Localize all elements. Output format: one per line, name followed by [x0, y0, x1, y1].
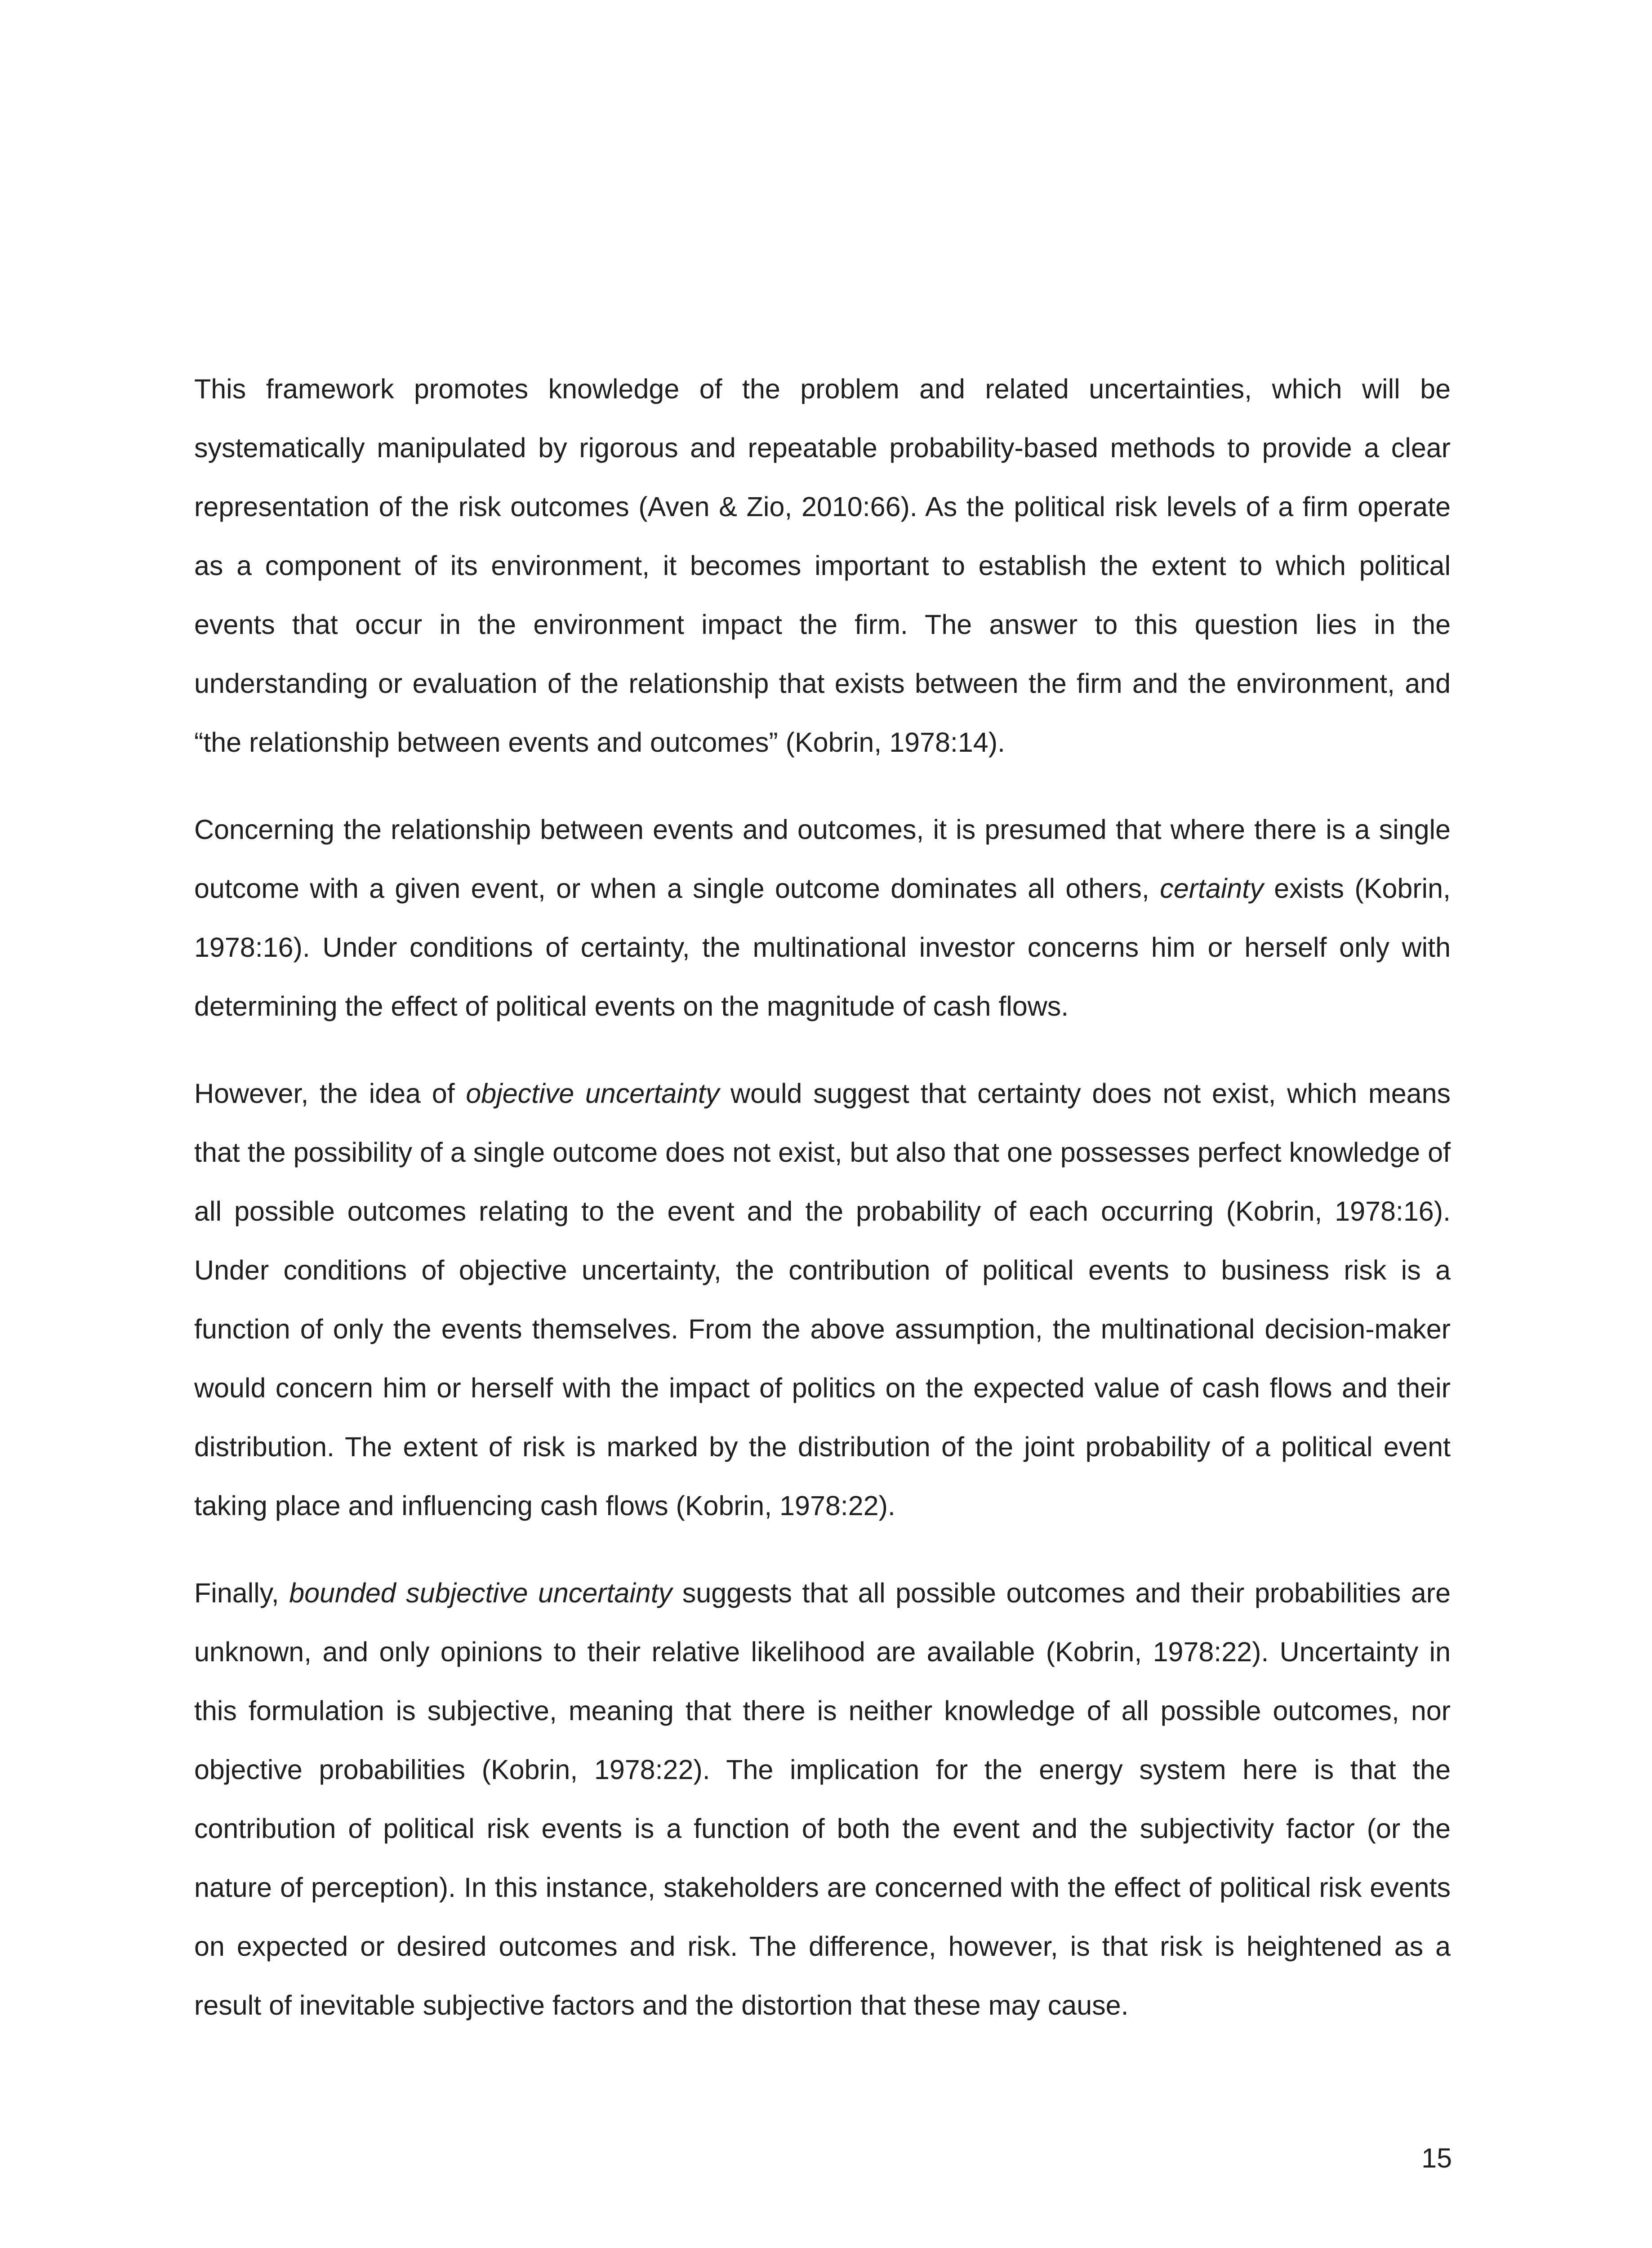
paragraph-3: [194, 1064, 1451, 1535]
paragraph-3-italic-term: objective uncertainty: [466, 1078, 720, 1109]
body-text: [194, 360, 1451, 2063]
paragraph-2-italic-term: certainty: [1160, 873, 1264, 904]
paragraph-3-text-b: would suggest that certainty does not exist, which means that the possibility of a single outcome does not exist, but also that one possesses perfect knowledge of all possible outcomes relating to the event and the probability of each occurring (Kobrin, 1978:16). Under conditions of objective uncertainty, the contribution of political events to business risk is a function of only the events themselves. From the above assumption, the multinational decision-maker would concern him or herself with the impact of politics on the expected value of cash flows and their distribution. The extent of risk is marked by the distribution of the joint probability of a political event taking place and influencing cash flows (Kobrin, 1978:22).: [194, 1078, 1451, 1521]
paragraph-1: [194, 360, 1451, 772]
page-number: 15: [1421, 2143, 1452, 2173]
paragraph-4-italic-term: bounded subjective uncertainty: [289, 1578, 672, 1608]
paragraph-4-text-b: suggests that all possible outcomes and their probabilities are unknown, and only opinions to their relative likelihood are available (Kobrin, 1978:22). Uncertainty in this formulation is subjective, meaning that there is neither knowledge of all possible outcomes, nor objective probabilities (Kobrin, 1978:22). The implication for the energy system here is that the contribution of political risk events is a function of both the event and the subjectivity factor (or the nature of perception). In this instance, stakeholders are concerned with the effect of political risk events on expected or desired outcomes and risk. The difference, however, is that risk is heightened as a result of inevitable subjective factors and the distortion that these may cause.: [194, 1578, 1451, 2021]
paragraph-4: [194, 1564, 1451, 2035]
paragraph-2-text-b: exists (Kobrin, 1978:16). Under conditions of certainty, the multinational investor concerns him or herself only with determining the effect of political events on the magnitude of cash flows.: [194, 873, 1451, 1021]
paragraph-4-text-a: Finally,: [194, 1578, 289, 1608]
paragraph-1-text: This framework promotes knowledge of the problem and related uncertainties, which will be systematically manipulated by rigorous and repeatable probability-based methods to provide a clear representation of the risk outcomes (Aven & Zio, 2010:66). As the political risk levels of a firm operate as a component of its environment, it becomes important to establish the extent to which political events that occur in the environment impact the firm. The answer to this question lies in the understanding or evaluation of the relationship that exists between the firm and the environment, and “the relationship between events and outcomes” (Kobrin, 1978:14).: [194, 374, 1451, 758]
paragraph-2-text-a: Concerning the relationship between events and outcomes, it is presumed that where there is a single outcome with a given event, or when a single outcome dominates all others,: [194, 814, 1451, 904]
paragraph-3-text-a: However, the idea of: [194, 1078, 466, 1109]
paragraph-2: [194, 800, 1451, 1036]
